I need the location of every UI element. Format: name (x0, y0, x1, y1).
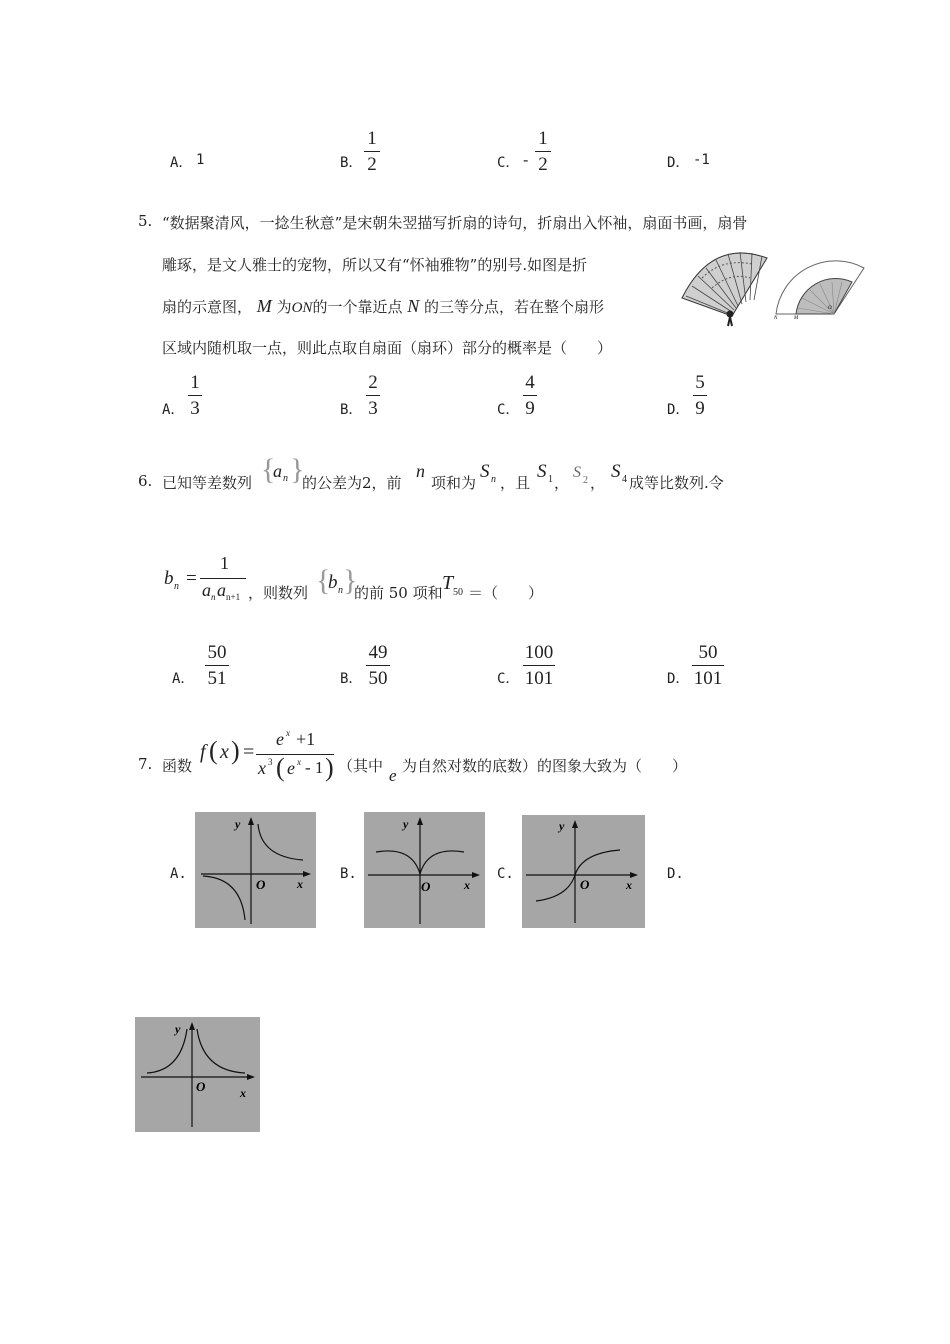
q6-text-4: ，且 (500, 474, 531, 492)
q7-graph-a-origin: O (256, 877, 266, 892)
folding-fan-illustration (672, 238, 772, 328)
q6-option-b-denominator: 50 (368, 668, 388, 689)
q6-text-6: ，则数列 (248, 584, 309, 602)
q4-option-d-label: D． (667, 155, 690, 171)
q7-text-2: （其中 (338, 757, 384, 775)
q4-option-b-numerator: 1 (367, 128, 377, 149)
q5-line-2: 雕琢，是文人雅士的宠物，所以又有“怀袖雅物”的别号.如图是折 (162, 256, 588, 274)
q7-paren-open: ( (209, 736, 218, 765)
q6-number: 6. (138, 472, 153, 490)
q7-graph-d-y-label: y (175, 1022, 181, 1036)
q6-var-s2: S (573, 464, 581, 481)
q6-den-a2: a (217, 580, 226, 600)
q6-bn-brace-left: { (316, 564, 331, 597)
q4-option-a-value: 1 (196, 152, 205, 168)
q6-var-s4-sub: 4 (622, 474, 627, 485)
q6-var-s-sub: n (491, 474, 496, 485)
q5-option-b-label: B． (340, 402, 363, 418)
q6-option-c-label: C． (497, 671, 520, 687)
q7-var-e: e (389, 766, 397, 785)
q6-text-5: 成等比数列.令 (629, 474, 724, 492)
q7-den-e: e (287, 758, 295, 778)
q5-line-1: “数据聚清风，一捻生秋意”是宋朝朱翌描写折扇的诗句，折扇出入怀袖，扇面书画，扇骨 (162, 214, 748, 232)
q6-brace-left: { (261, 453, 276, 486)
q6-bn-sub: n (338, 585, 343, 596)
q7-graph-b-origin: O (421, 879, 431, 894)
q6-den-a2-sub: n+1 (226, 592, 241, 602)
q6-var-t: T (442, 572, 454, 594)
q5-option-d-denominator: 9 (695, 398, 705, 419)
q7-option-b-label: B. (340, 866, 357, 882)
q7-num-e: e (276, 729, 284, 749)
q7-text-3: 为自然对数的底数）的图象大致为（ ） (402, 757, 688, 775)
q5-option-a-fraction (188, 372, 202, 420)
q6-var-s1: S (537, 461, 547, 482)
q4-option-b-fraction (364, 128, 380, 176)
q6-var-t-sub: 50 (453, 587, 463, 598)
fan-diagram (772, 248, 868, 320)
q7-graph-c-x-label: x (626, 878, 632, 892)
q6-option-d-numerator: 50 (698, 642, 718, 663)
q6-den-a-sub: n (211, 592, 216, 602)
q6-equals: = (186, 568, 197, 589)
q5-option-b-numerator: 2 (368, 372, 378, 393)
q5-var-n: N (407, 296, 420, 316)
q4-option-b-denominator: 2 (367, 154, 377, 175)
q7-graph-a (195, 812, 316, 928)
q7-number: 7. (138, 755, 153, 773)
q7-var-x: x (220, 741, 229, 763)
q5-line-4: 区域内随机取一点，则此点取自扇面（扇环）部分的概率是（ ） (162, 339, 613, 357)
q7-graph-d-x-label: x (240, 1086, 246, 1100)
q4-option-c-sign: - (523, 150, 529, 169)
q7-den-paren-close: ) (325, 753, 334, 782)
q7-graph-c (522, 815, 645, 928)
q7-graph-a-x-label: x (297, 877, 303, 891)
q7-option-c-label: C. (497, 866, 514, 882)
q5-number: 5. (138, 212, 153, 230)
q7-option-a-label: A. (170, 866, 187, 882)
q7-graph-b-x-label: x (464, 878, 470, 892)
q4-option-b-label: B． (340, 155, 363, 171)
q7-num-plus1: +1 (296, 729, 316, 749)
q6-bn-var: b (328, 572, 338, 593)
q6-comma-2: ， (590, 474, 606, 492)
q7-num-x: x (286, 728, 290, 738)
q5-option-a-denominator: 3 (190, 398, 200, 419)
q6-option-a-numerator: 50 (207, 642, 227, 663)
q6-text-7: 的前 50 项和 (354, 584, 443, 602)
fan-label-o: O (828, 306, 832, 311)
q7-den-3: 3 (268, 757, 273, 767)
q6-var-n: n (416, 461, 425, 481)
q5-option-a-numerator: 1 (190, 372, 200, 393)
q5-line-3 (162, 296, 604, 317)
q7-den-minus1: - 1 (305, 758, 324, 777)
q5-option-a-label: A． (162, 402, 185, 418)
q6-var-s: S (480, 461, 490, 482)
q6-option-b-label: B． (340, 671, 363, 687)
q7-graph-a-y-label: y (235, 817, 241, 831)
q5-option-c-fraction (523, 372, 537, 420)
q6-option-c-denominator: 101 (524, 668, 554, 689)
q7-equals: = (243, 741, 255, 763)
q5-option-c-denominator: 9 (525, 398, 535, 419)
q5-line-3-d: 的三等分点，若在整个扇形 (424, 298, 605, 316)
q6-option-d-fraction (692, 642, 724, 690)
q7-den-x: x (258, 758, 266, 778)
q7-paren-close: ) (231, 736, 240, 765)
q5-line-3-c: 的一个靠近点 (312, 298, 403, 316)
q4-option-d-value: -1 (693, 152, 710, 168)
q6-option-c-fraction (523, 642, 555, 690)
q5-line-3-a: 扇的示意图， (162, 298, 253, 316)
q6-option-b-fraction (366, 642, 390, 690)
q6-brace-right: } (290, 453, 305, 486)
q7-den-x2: x (297, 757, 301, 767)
q6-frac-bar (200, 578, 246, 579)
q6-var-a: a (273, 461, 282, 481)
q6-option-b-numerator: 49 (368, 642, 388, 663)
q6-var-b-sub: n (174, 581, 179, 592)
q7-graph-d (135, 1017, 260, 1132)
q7-graph-c-y-label: y (559, 819, 565, 833)
q4-option-c-label: C． (497, 155, 520, 171)
q6-den-a: a (202, 580, 211, 600)
q6-frac-numerator: 1 (220, 553, 229, 573)
q7-graph-b-y-label: y (403, 817, 409, 831)
q7-var-f: f (200, 741, 206, 763)
q5-option-c-label: C． (497, 402, 520, 418)
q6-text-3: 项和为 (431, 474, 477, 492)
q6-text-1: 已知等差数列 (162, 474, 253, 492)
q5-option-b-denominator: 3 (368, 398, 378, 419)
q5-option-d-fraction (693, 372, 707, 420)
q7-text-1: 函数 (162, 757, 193, 775)
q6-var-s1-sub: 1 (548, 474, 553, 485)
q4-option-a-label: A． (170, 155, 193, 171)
q7-graph-d-origin: O (196, 1079, 206, 1094)
q6-option-d-label: D． (667, 671, 690, 687)
q6-text-8: ＝（ ） (468, 584, 544, 602)
q6-option-d-denominator: 101 (693, 668, 723, 689)
q6-var-s2-sub: 2 (583, 475, 588, 486)
q5-option-b-fraction (366, 372, 380, 420)
q6-option-a-label: A． (172, 671, 195, 687)
q5-var-on: ON (291, 300, 313, 316)
q7-option-d-label: D. (667, 866, 684, 882)
q5-option-d-label: D． (667, 402, 690, 418)
q5-option-d-numerator: 5 (695, 372, 705, 393)
q4-option-c-denominator: 2 (538, 154, 548, 175)
q6-var-a-sub: n (283, 473, 288, 484)
q6-option-a-fraction (205, 642, 229, 690)
q5-var-m: M (256, 296, 272, 316)
q6-comma-1: ， (554, 474, 570, 492)
q6-var-s4: S (611, 461, 621, 482)
q7-graph-c-origin: O (580, 877, 590, 892)
q6-var-b: b (164, 568, 174, 589)
q5-line-3-b: 为 (276, 298, 292, 316)
q4-option-c-numerator: 1 (538, 128, 548, 149)
q6-option-a-denominator: 51 (207, 668, 227, 689)
q5-option-c-numerator: 4 (525, 372, 535, 393)
q7-graph-b (364, 812, 485, 928)
q4-option-c-fraction (535, 128, 551, 176)
q7-den-paren-open: ( (276, 753, 285, 782)
q7-frac-bar (256, 754, 334, 755)
q6-text-2: 的公差为2，前 (302, 474, 402, 492)
q6-bn-brace-right: } (343, 564, 358, 597)
fan-label-m: M (794, 316, 799, 320)
fan-label-n: N (774, 316, 778, 320)
q6-option-c-numerator: 100 (524, 642, 554, 663)
